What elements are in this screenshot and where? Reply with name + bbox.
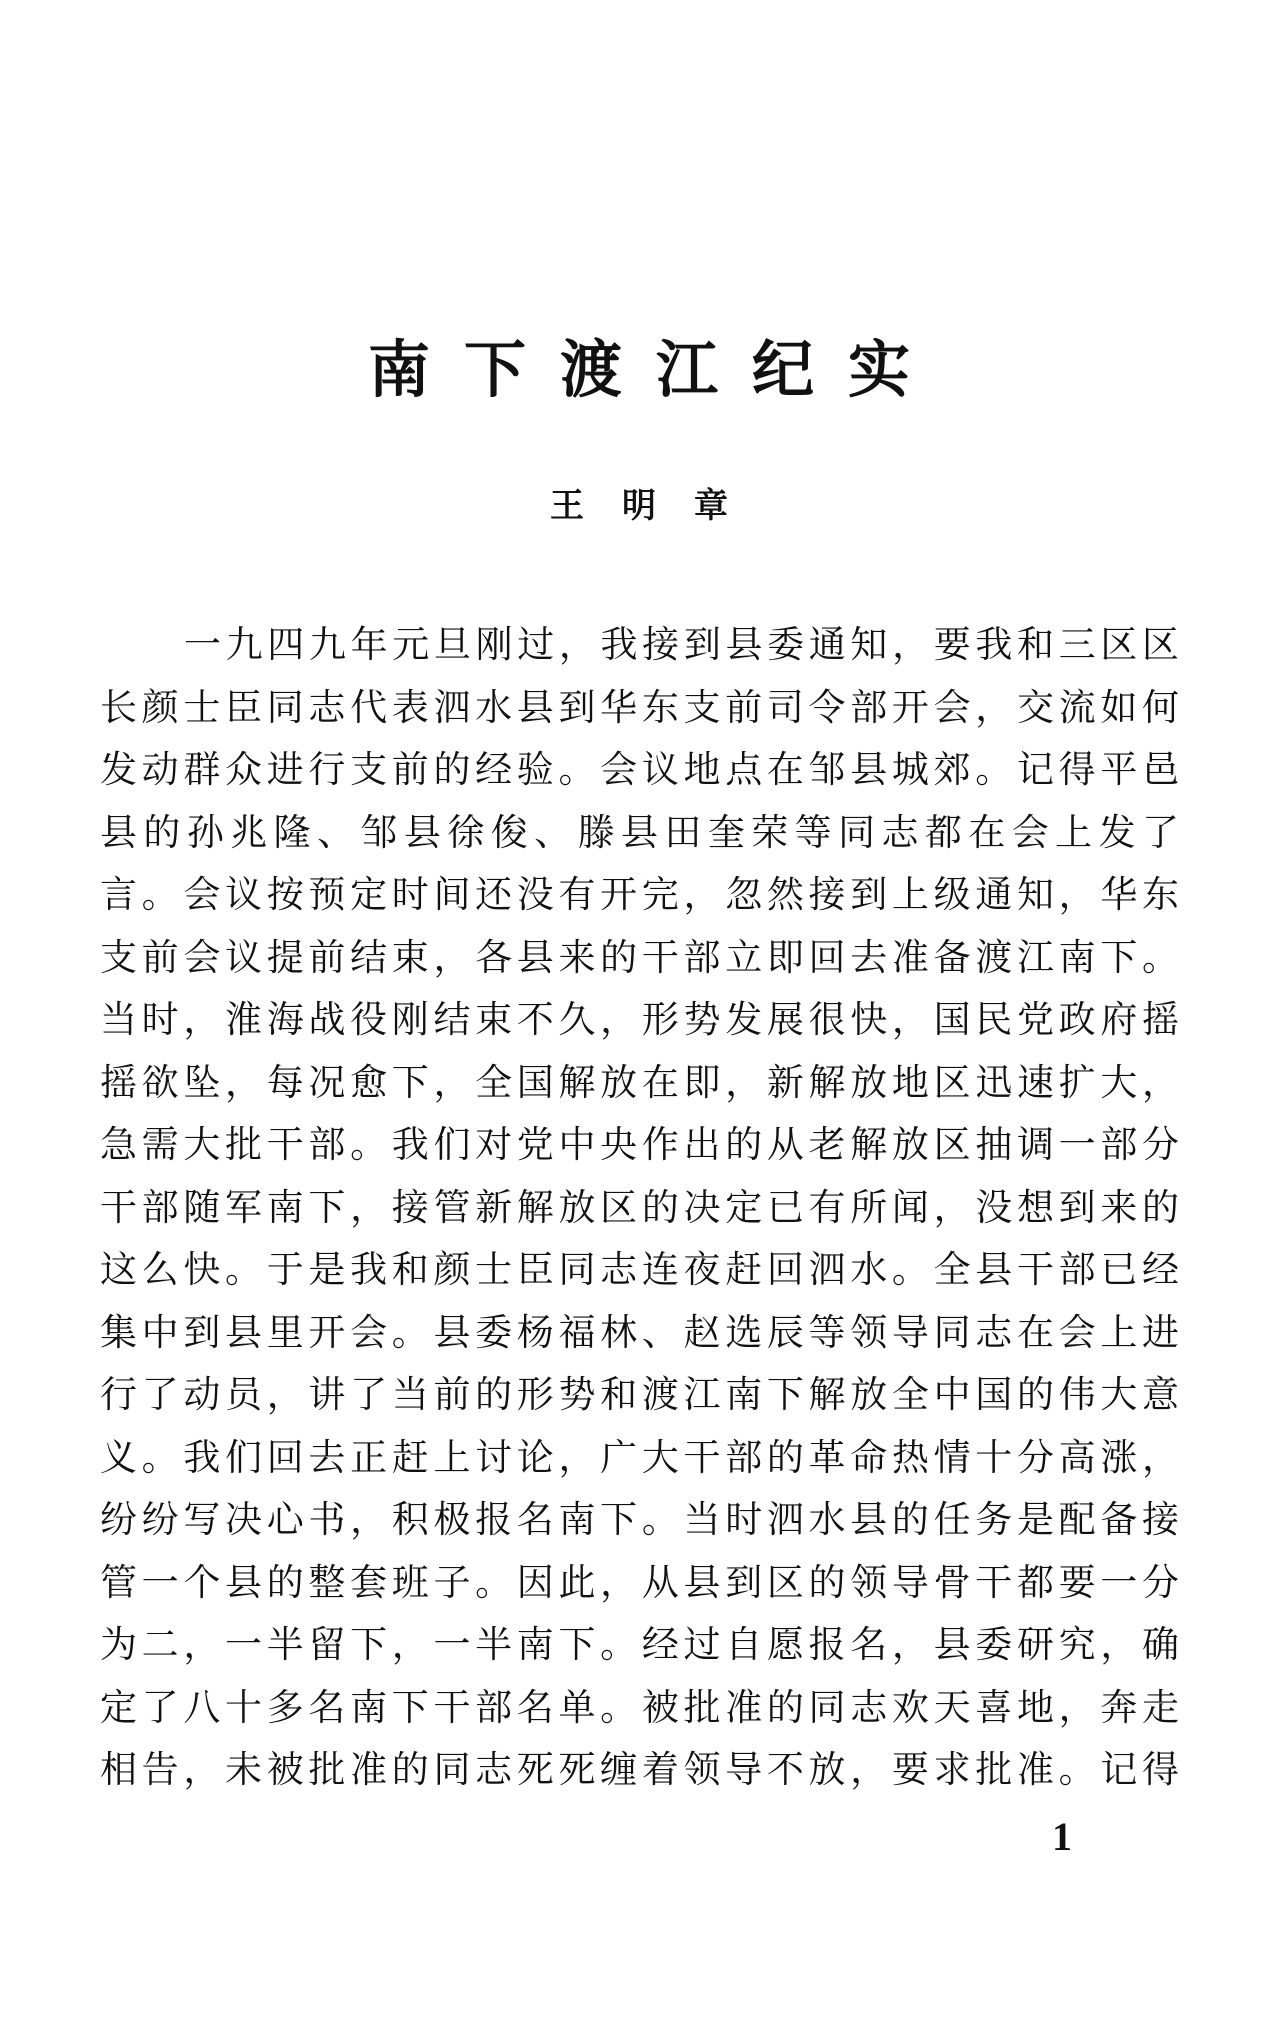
body-line: 一九四九年元旦刚过，我接到县委通知，要我和三区区 — [184, 623, 1180, 666]
body-line: 发动群众进行支前的经验。会议地点在邹县城郊。记得平邑 — [100, 748, 1180, 791]
body-line: 纷纷写决心书，积极报名南下。当时泗水县的任务是配备接 — [100, 1498, 1180, 1541]
body-line: 干部随军南下，接管新解放区的决定已有所闻，没想到来的 — [100, 1185, 1180, 1229]
body-line: 为二，一半留下，一半南下。经过自愿报名，县委研究，确 — [100, 1623, 1180, 1666]
body-line: 集中到县里开会。县委杨福林、赵选辰等领导同志在会上进 — [100, 1310, 1180, 1354]
body-line: 县的孙兆隆、邹县徐俊、滕县田奎荣等同志都在会上发了 — [100, 810, 1180, 854]
body-line: 定了八十多名南下干部名单。被批准的同志欢天喜地，奔走 — [100, 1685, 1180, 1729]
body-line: 这么快。于是我和颜士臣同志连夜赶回泗水。全县干部已经 — [100, 1248, 1180, 1291]
body-line: 行了动员，讲了当前的形势和渡江南下解放全中国的伟大意 — [100, 1373, 1180, 1416]
body-line: 相告，未被批准的同志死死缠着领导不放，要求批准。记得 — [100, 1748, 1180, 1791]
body-line: 支前会议提前结束，各县来的干部立即回去准备渡江南下。 — [100, 935, 1180, 979]
body-line: 言。会议按预定时间还没有开完，忽然接到上级通知，华东 — [100, 873, 1180, 916]
page-number: 1 — [1052, 1814, 1072, 1859]
article-author: 王明章 — [550, 486, 766, 526]
body-line: 长颜士臣同志代表泗水县到华东支前司令部开会，交流如何 — [100, 685, 1180, 729]
article-title: 南下渡江纪实 — [367, 333, 944, 406]
body-line: 当时，淮海战役刚结束不久，形势发展很快，国民党政府摇 — [100, 998, 1180, 1041]
body-line: 摇欲坠，每况愈下，全国解放在即，新解放地区迅速扩大， — [100, 1060, 1180, 1104]
article-body — [100, 614, 1180, 1802]
body-line: 管一个县的整套班子。因此，从县到区的领导骨干都要一分 — [100, 1560, 1180, 1604]
body-line: 义。我们回去正赶上讨论，广大干部的革命热情十分高涨， — [100, 1435, 1180, 1479]
body-line: 急需大批干部。我们对党中央作出的从老解放区抽调一部分 — [100, 1123, 1180, 1166]
